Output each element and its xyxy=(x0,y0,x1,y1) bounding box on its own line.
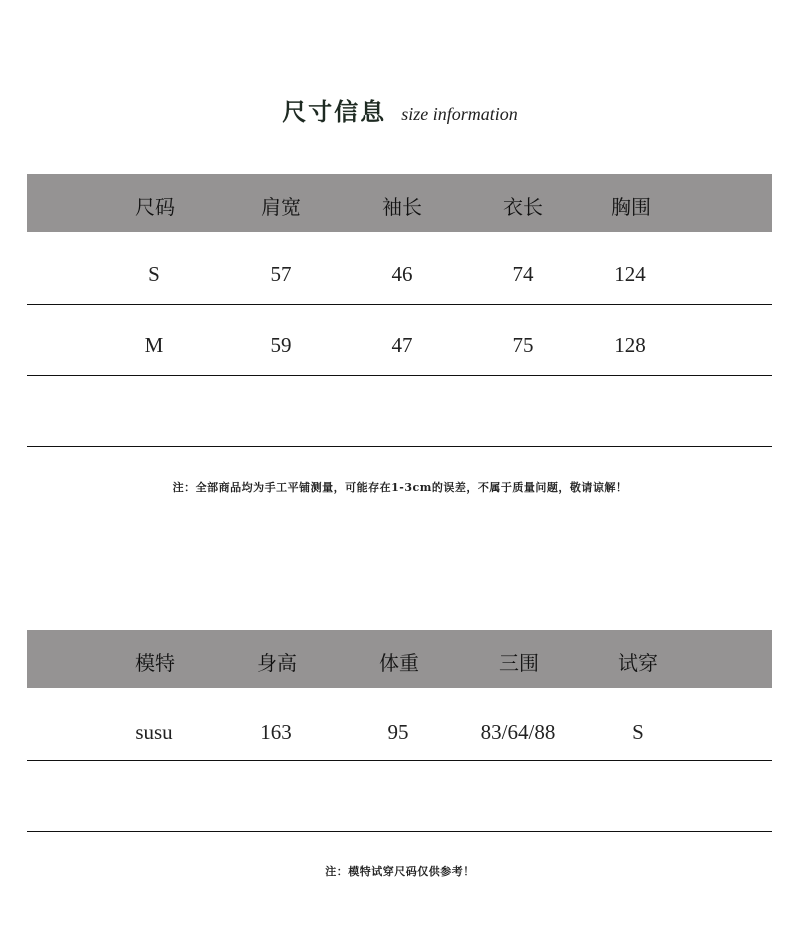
header-try-on-size: 试穿 xyxy=(618,651,658,675)
title-chinese: 尺寸信息 xyxy=(282,97,387,126)
model-table-header xyxy=(27,630,772,688)
cell: susu xyxy=(135,720,173,744)
header-weight: 体重 xyxy=(379,651,419,675)
cell: 47 xyxy=(391,333,413,357)
cell: M xyxy=(144,333,164,357)
cell: 75 xyxy=(512,333,534,357)
title-english: size information xyxy=(401,104,518,124)
cell: 46 xyxy=(391,262,413,286)
measurement-note: 注：全部商品均为手工平铺测量，可能存在1-3cm的误差，不属于质量问题，敬请谅解！ xyxy=(172,481,628,494)
header-chest: 胸围 xyxy=(611,195,651,219)
page-title xyxy=(0,92,800,127)
header-measurements: 三围 xyxy=(499,651,539,675)
cell: 95 xyxy=(387,720,409,744)
row-divider xyxy=(27,446,772,447)
cell: 128 xyxy=(614,333,646,357)
cell: 59 xyxy=(270,333,292,357)
cell: S xyxy=(148,262,160,286)
row-divider xyxy=(27,304,772,305)
cell: 83/64/88 xyxy=(480,720,556,744)
header-model: 模特 xyxy=(135,651,175,675)
cell: 124 xyxy=(614,262,646,286)
header-length: 衣长 xyxy=(503,195,543,219)
cell: S xyxy=(632,720,644,744)
row-divider xyxy=(27,760,772,761)
row-divider xyxy=(27,831,772,832)
row-divider xyxy=(27,375,772,376)
size-table-header xyxy=(27,174,772,232)
header-sleeve: 袖长 xyxy=(382,195,422,219)
cell: 74 xyxy=(512,262,534,286)
model-note: 注：模特试穿尺码仅供参考！ xyxy=(325,865,475,878)
header-shoulder: 肩宽 xyxy=(261,195,301,219)
cell: 57 xyxy=(270,262,292,286)
header-size: 尺码 xyxy=(135,195,175,219)
cell: 163 xyxy=(260,720,292,744)
header-height: 身高 xyxy=(257,651,297,675)
